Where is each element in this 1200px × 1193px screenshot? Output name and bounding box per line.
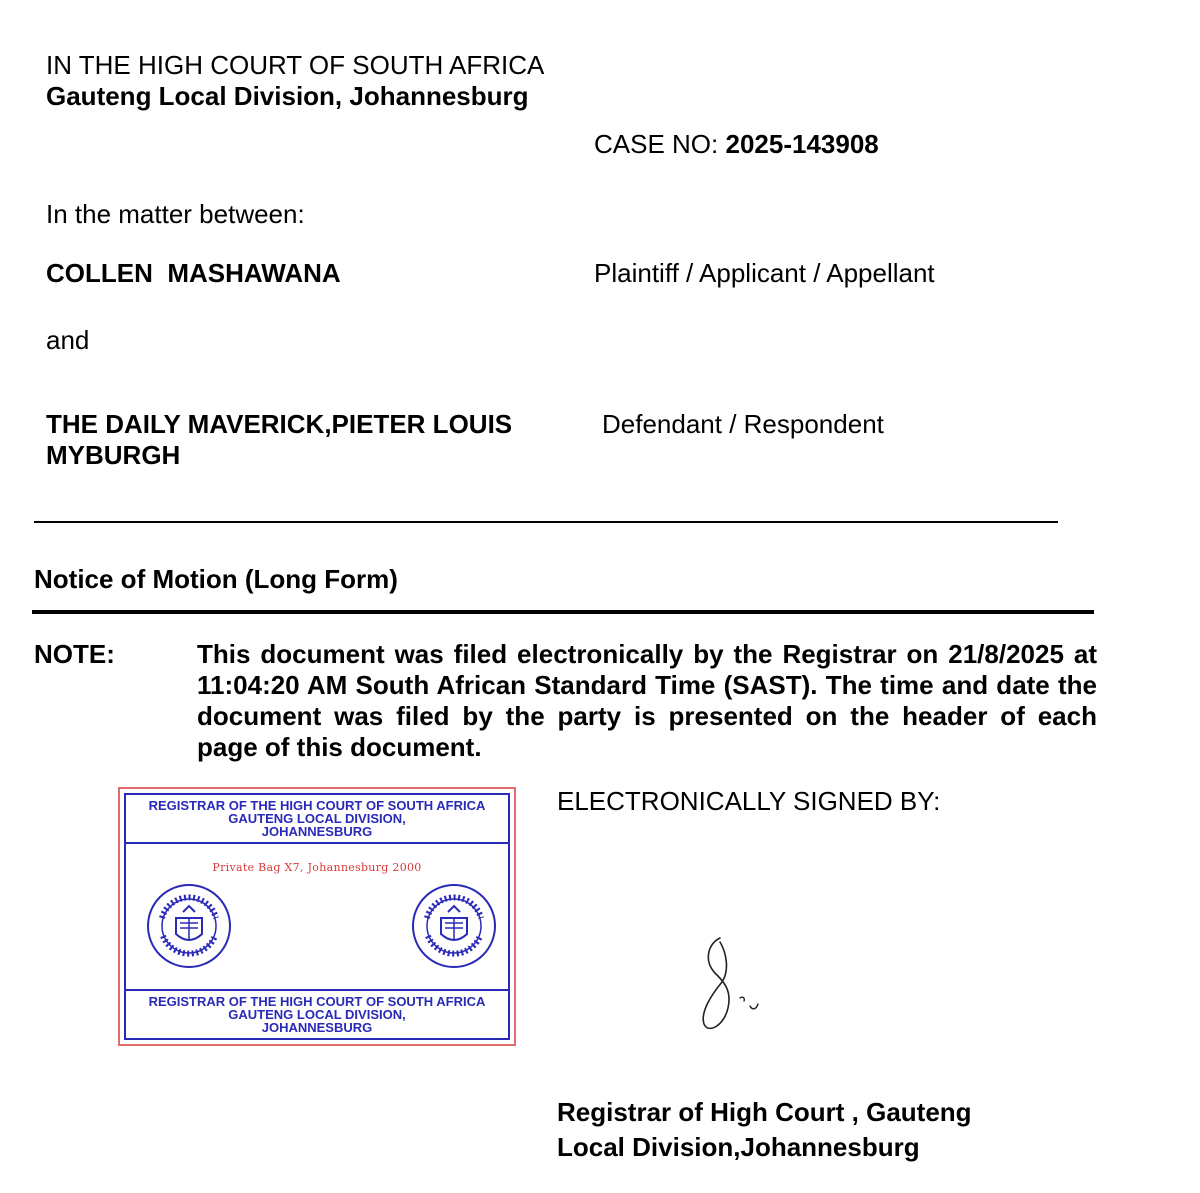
registrar-name-line1: Registrar of High Court , Gauteng (557, 1097, 972, 1127)
heavy-divider-line (32, 610, 1094, 614)
stamp-address: Private Bag X7, Johannesburg 2000 (212, 861, 422, 874)
stamp-header-line3: JOHANNESBURG (261, 824, 373, 839)
stamp-footer-line1: REGISTRAR OF THE HIGH COURT OF SOUTH AFRICA (148, 994, 486, 1009)
stamp-header (126, 795, 508, 844)
plaintiff-role: Plaintiff / Applicant / Appellant (594, 258, 935, 288)
stamp-frame (124, 793, 510, 1040)
stamp-footer-line2: GAUTENG LOCAL DIVISION, (228, 1007, 406, 1022)
case-number-line (594, 129, 879, 160)
registrar-stamp (118, 787, 516, 1046)
judiciary-seal-icon (145, 882, 233, 970)
stamp-header-line1: REGISTRAR OF THE HIGH COURT OF SOUTH AFRICA (148, 798, 486, 813)
note-label: NOTE: (34, 639, 115, 669)
defendant-role: Defendant / Respondent (602, 409, 884, 439)
stamp-header-line2: GAUTENG LOCAL DIVISION, (228, 811, 406, 826)
case-label: CASE NO: (594, 129, 719, 159)
signed-by-label: ELECTRONICALLY SIGNED BY: (557, 786, 941, 816)
registrar-name-line2: Local Division,Johannesburg (557, 1132, 920, 1162)
case-number: 2025-143908 (725, 129, 879, 159)
note-text: This document was filed electronically by the Registrar on 21/8/2025 at 11:04:20 AM South African Standard Time (SAST). The time and date the document was filed by the party is presented on the header of each page of this document. (197, 639, 1097, 762)
court-name: IN THE HIGH COURT OF SOUTH AFRICA (46, 50, 545, 80)
divider-line (34, 521, 1058, 523)
court-division: Gauteng Local Division, Johannesburg (46, 81, 529, 111)
defendant-name: THE DAILY MAVERICK,PIETER LOUIS MYBURGH (46, 409, 513, 470)
party-conjunction: and (46, 325, 90, 355)
stamp-footer-line3: JOHANNESBURG (261, 1020, 373, 1035)
document-title: Notice of Motion (Long Form) (34, 564, 398, 594)
signature-icon (690, 930, 785, 1040)
judiciary-seal-icon (410, 882, 498, 970)
plaintiff-name: COLLEN MASHAWANA (46, 258, 341, 288)
matter-intro: In the matter between: (46, 199, 305, 229)
stamp-footer (126, 989, 508, 1038)
